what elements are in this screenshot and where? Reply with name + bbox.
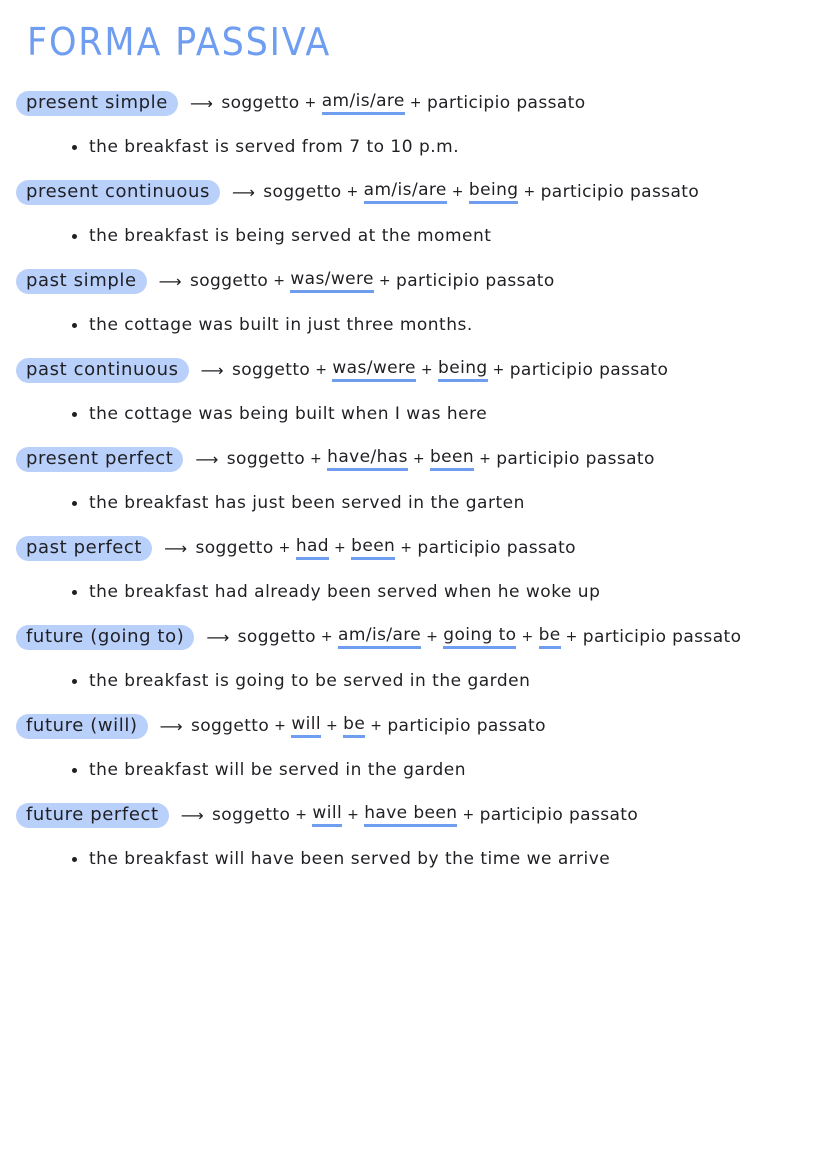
tense-label: future (going to) xyxy=(16,625,194,650)
example-sentence xyxy=(72,310,473,340)
example-text: the breakfast has just been served in the garten xyxy=(89,493,525,513)
example-sentence xyxy=(72,399,487,429)
tense-label: future perfect xyxy=(16,803,169,828)
plus-sign: + xyxy=(334,540,347,556)
plus-sign: + xyxy=(346,184,359,200)
tense-label: present perfect xyxy=(16,447,183,472)
formula-part: soggetto xyxy=(237,627,316,647)
example-text: the breakfast will be served in the garden xyxy=(89,760,467,780)
example-sentence xyxy=(72,666,530,696)
plus-sign: + xyxy=(462,807,475,823)
bullet-icon xyxy=(72,679,77,684)
example-text: the breakfast is going to be served in the garden xyxy=(89,671,531,691)
bullet-icon xyxy=(72,234,77,239)
plus-sign: + xyxy=(521,629,534,645)
example-text: the breakfast will have been served by the time we arrive xyxy=(89,849,611,869)
formula-part: participio passato xyxy=(396,271,555,291)
formula-part: was/were xyxy=(290,269,374,293)
arrow-icon: ⟶ xyxy=(195,449,219,469)
arrow-icon: ⟶ xyxy=(159,716,183,736)
tense-label: past continuous xyxy=(16,358,189,383)
example-text: the breakfast is served from 7 to 10 p.m. xyxy=(89,137,460,157)
plus-sign: + xyxy=(409,95,422,111)
formula-part: be xyxy=(539,625,561,649)
example-sentence xyxy=(72,221,491,251)
formula-part: have/has xyxy=(327,447,408,471)
formula-part: soggetto xyxy=(263,182,342,202)
arrow-icon: ⟶ xyxy=(231,182,256,202)
arrow-icon: ⟶ xyxy=(164,538,188,558)
tense-label: future (will) xyxy=(16,714,148,739)
tense-label: present continuous xyxy=(16,180,220,205)
example-sentence xyxy=(72,132,459,162)
rule-row xyxy=(0,88,586,118)
formula-part: been xyxy=(351,536,395,560)
plus-sign: + xyxy=(400,540,413,556)
plus-sign: + xyxy=(479,451,492,467)
formula-part: participio passato xyxy=(479,805,639,825)
tense-label: past simple xyxy=(16,269,147,294)
arrow-icon: ⟶ xyxy=(158,271,182,291)
formula-part: had xyxy=(296,536,329,560)
rule-row xyxy=(0,622,741,652)
tense-label: present simple xyxy=(16,91,178,116)
formula-part: been xyxy=(430,447,474,471)
rule-row xyxy=(0,444,655,474)
plus-sign: + xyxy=(412,451,425,467)
formula-part: soggetto xyxy=(231,360,311,380)
formula-part: being xyxy=(438,358,488,382)
plus-sign: + xyxy=(426,629,439,645)
example-text: the breakfast had already been served when he woke up xyxy=(89,582,601,602)
formula-part: am/is/are xyxy=(364,180,447,204)
arrow-icon: ⟶ xyxy=(206,627,230,647)
plus-sign: + xyxy=(304,95,317,111)
plus-sign: + xyxy=(565,629,578,645)
formula-part: soggetto xyxy=(195,538,274,558)
formula-part: have been xyxy=(364,803,457,827)
rule-row xyxy=(0,355,668,385)
formula-part: am/is/are xyxy=(338,625,421,649)
rule-row xyxy=(0,177,699,207)
formula-part: soggetto xyxy=(226,449,305,469)
plus-sign: + xyxy=(320,629,334,645)
formula-part: participio passato xyxy=(509,360,669,380)
formula-part: participio passato xyxy=(387,716,546,736)
arrow-icon: ⟶ xyxy=(200,360,224,380)
plus-sign: + xyxy=(273,273,286,289)
bullet-icon xyxy=(72,590,77,595)
formula-part: going to xyxy=(443,625,516,649)
plus-sign: + xyxy=(523,184,536,200)
plus-sign: + xyxy=(274,718,287,734)
bullet-icon xyxy=(72,145,77,150)
rule-row xyxy=(0,533,576,563)
plus-sign: + xyxy=(347,807,360,823)
formula-part: soggetto xyxy=(190,716,270,736)
formula-part: will xyxy=(291,714,321,738)
formula-part: will xyxy=(312,803,342,827)
arrow-icon: ⟶ xyxy=(189,93,214,113)
plus-sign: + xyxy=(420,362,434,378)
formula-part: soggetto xyxy=(221,93,300,113)
formula-part: being xyxy=(469,180,519,204)
formula-part: participio passato xyxy=(582,627,742,647)
formula-part: participio passato xyxy=(417,538,576,558)
example-sentence xyxy=(72,755,466,785)
example-text: the cottage was built in just three months. xyxy=(89,315,473,335)
example-sentence xyxy=(72,844,610,874)
formula-part: be xyxy=(343,714,365,738)
example-text: the breakfast is being served at the moment xyxy=(89,226,492,246)
formula-part: participio passato xyxy=(496,449,655,469)
bullet-icon xyxy=(72,412,77,417)
plus-sign: + xyxy=(492,362,505,378)
bullet-icon xyxy=(72,768,77,773)
formula-part: participio passato xyxy=(540,182,700,202)
plus-sign: + xyxy=(278,540,291,556)
plus-sign: + xyxy=(370,718,383,734)
tense-label: past perfect xyxy=(16,536,152,561)
example-sentence xyxy=(72,488,525,518)
formula-part: soggetto xyxy=(212,805,291,825)
plus-sign: + xyxy=(378,273,392,289)
bullet-icon xyxy=(72,323,77,328)
formula-part: was/were xyxy=(332,358,416,382)
formula-part: am/is/are xyxy=(322,91,405,115)
bullet-icon xyxy=(72,857,77,862)
formula-part: soggetto xyxy=(189,271,269,291)
formula-part: participio passato xyxy=(426,93,586,113)
example-sentence xyxy=(72,577,600,607)
plus-sign: + xyxy=(451,184,464,200)
rule-row xyxy=(0,711,546,741)
page-title: FORMA PASSIVA xyxy=(27,20,332,64)
arrow-icon: ⟶ xyxy=(180,805,205,825)
plus-sign: + xyxy=(295,807,308,823)
rule-row xyxy=(0,800,638,830)
bullet-icon xyxy=(72,501,77,506)
plus-sign: + xyxy=(326,718,339,734)
rule-row xyxy=(0,266,555,296)
plus-sign: + xyxy=(310,451,323,467)
plus-sign: + xyxy=(315,362,328,378)
example-text: the cottage was being built when I was here xyxy=(89,404,488,424)
